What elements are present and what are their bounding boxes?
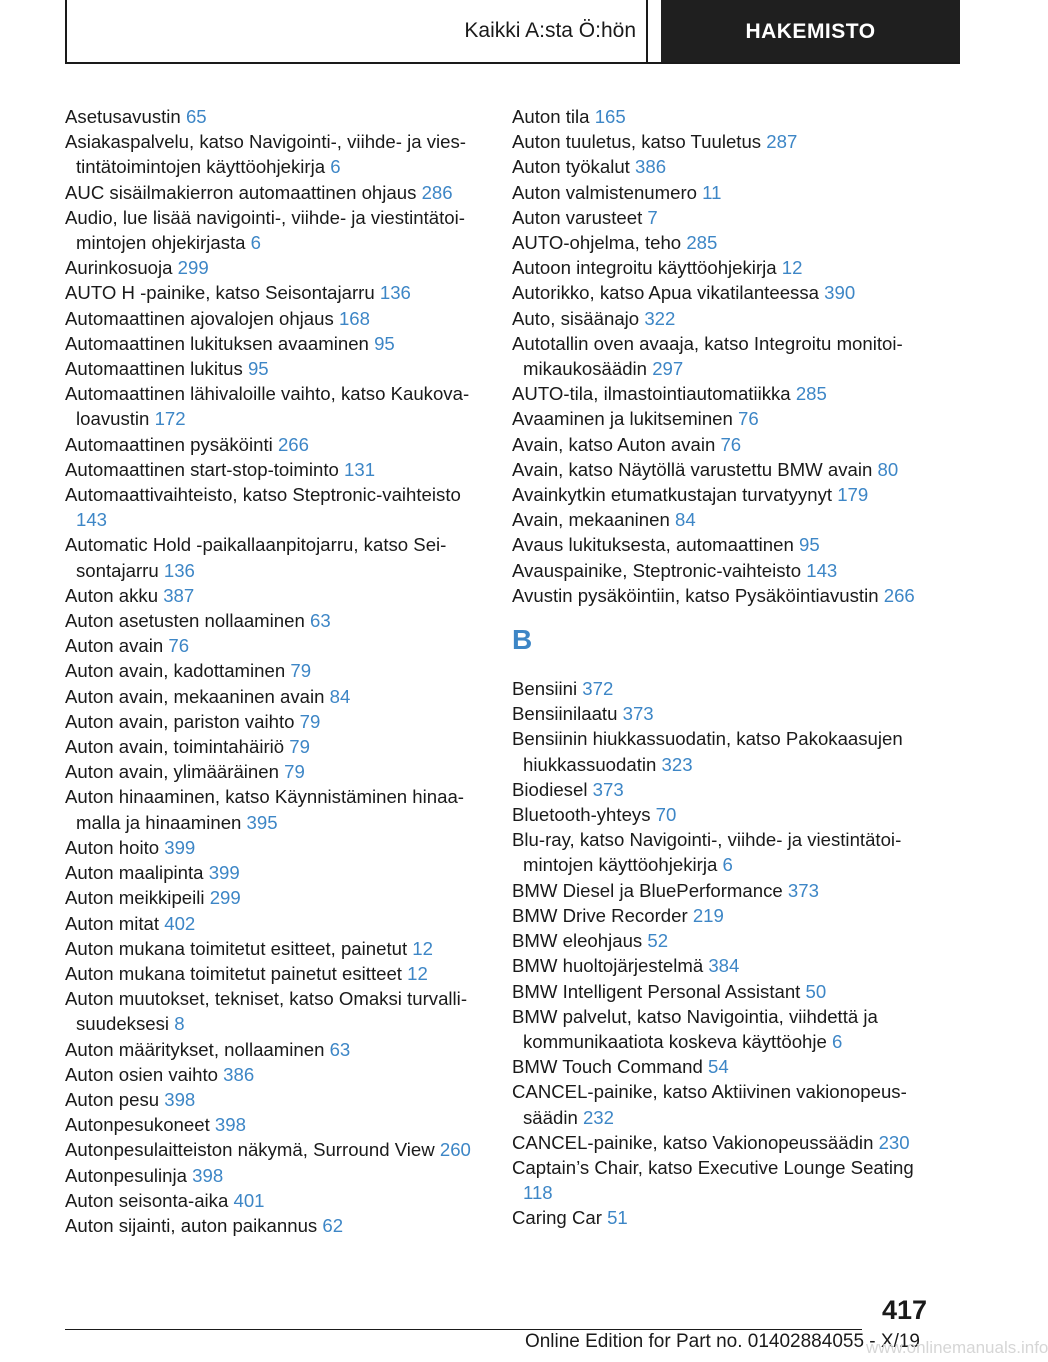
- page-reference-link[interactable]: 76: [720, 433, 742, 455]
- page-reference-link[interactable]: 386: [223, 1063, 255, 1085]
- edition-note: Online Edition for Part no. 01402884055 - X/19: [524, 1331, 920, 1352]
- page-reference-link[interactable]: 297: [652, 358, 684, 380]
- page-reference-link[interactable]: 76: [168, 635, 190, 657]
- page-reference-link[interactable]: 399: [208, 862, 240, 884]
- index-entry-text: Aurinkosuoja: [65, 257, 173, 279]
- index-entry-text: Auton avain, toimintahäiriö: [65, 736, 285, 758]
- page-reference-link[interactable]: 54: [708, 1056, 729, 1078]
- page-reference-link[interactable]: 76: [738, 408, 759, 430]
- watermark: www.onlinemanuals.info: [866, 1338, 1048, 1357]
- index-entry: [65, 911, 485, 936]
- index-column-left: [65, 104, 485, 1238]
- index-entry: [65, 280, 485, 305]
- index-entry: [65, 381, 485, 431]
- index-entry: [512, 104, 942, 129]
- page-reference-link[interactable]: 286: [421, 181, 453, 203]
- index-entry-text: Autonpesukoneet: [65, 1114, 210, 1136]
- index-entry-text: AUC sisäilmakierron automaattinen ohjaus: [65, 181, 417, 203]
- index-entry-text: Automaattinen lukitus: [65, 358, 243, 380]
- page-reference-link[interactable]: 143: [76, 509, 108, 531]
- index-entry-text: Auton osien vaihto: [65, 1063, 218, 1085]
- page-reference-link[interactable]: 84: [674, 509, 696, 531]
- page-reference-link[interactable]: 373: [592, 778, 624, 800]
- index-entry-text: Auton tila: [512, 106, 590, 127]
- index-entry-text: Automaattivaihteisto, katso Steptronic-vaihteisto: [65, 484, 461, 506]
- index-entry-text: Autotallin oven avaaja, katso Integroitu monitoimikaukosäädin: [512, 332, 903, 380]
- page-reference-link[interactable]: 70: [655, 804, 677, 826]
- page-reference-link[interactable]: 398: [192, 1164, 224, 1186]
- index-entry: [512, 255, 942, 280]
- index-entry: [512, 532, 942, 557]
- page-reference-link[interactable]: 84: [329, 685, 351, 707]
- index-entry: [65, 356, 485, 381]
- section-title: HAKEMISTO: [745, 20, 876, 43]
- page-reference-link[interactable]: 395: [246, 811, 278, 833]
- index-entry-text: Biodiesel: [512, 778, 588, 800]
- index-column-right: [512, 104, 942, 1231]
- index-entry-text: Caring Car: [512, 1207, 602, 1229]
- index-entry: [65, 885, 485, 910]
- index-entry-text: Autonpesulaitteiston näkymä, Surround View: [65, 1139, 435, 1161]
- index-entry-text: Automaattinen start-stop-toiminto: [65, 458, 339, 480]
- index-entry: [65, 482, 485, 532]
- index-entry-text: CANCEL-painike, katso Vakionopeussäädin: [512, 1131, 874, 1153]
- index-entry-text: AUTO H -painike, katso Seisontajarru: [65, 282, 375, 304]
- page-reference-link[interactable]: 260: [439, 1139, 471, 1161]
- page-reference-link[interactable]: 95: [799, 534, 820, 556]
- page-reference-link[interactable]: 373: [787, 879, 819, 901]
- index-entry-text: Auton avain: [65, 635, 164, 657]
- index-entry-text: Automatic Hold -paikallaanpitojarru, katso Seisontajarru: [65, 534, 447, 581]
- index-entry: [65, 532, 485, 582]
- index-entry: [65, 1163, 485, 1188]
- index-entry: [512, 558, 942, 583]
- page-reference-link[interactable]: 62: [322, 1214, 344, 1236]
- index-group-b: [512, 676, 942, 1230]
- index-entry: [512, 280, 942, 305]
- page-reference-link[interactable]: 219: [692, 904, 724, 926]
- page-reference-link[interactable]: 266: [277, 433, 309, 455]
- index-entry: [65, 633, 485, 658]
- index-entry: [65, 1037, 485, 1062]
- page-reference-link[interactable]: 65: [185, 106, 207, 127]
- index-entry: [65, 608, 485, 633]
- index-entry-text: Auton mukana toimitetut esitteet, painetut: [65, 937, 408, 959]
- index-entry-text: Automaattinen ajovalojen ohjaus: [65, 307, 334, 329]
- index-entry-text: Auto, sisäänajo: [512, 307, 640, 329]
- index-entry-text: Blu-ray, katso Navigointi-, viihde- ja viestintätoimintojen käyttöohjekirja: [512, 829, 902, 876]
- index-entry-text: Auton sijainti, auton paikannus: [65, 1214, 318, 1236]
- index-entry: [512, 979, 942, 1004]
- page-reference-link[interactable]: 287: [766, 131, 798, 153]
- index-entry-text: Bensiinin hiukkassuodatin, katso Pakokaasujen hiukkassuodatin: [512, 728, 903, 775]
- page-reference-link[interactable]: 143: [806, 559, 838, 581]
- page-reference-link[interactable]: 322: [644, 307, 676, 329]
- page-reference-link[interactable]: 6: [330, 156, 341, 178]
- index-entry: [512, 903, 942, 928]
- page-reference-link[interactable]: 230: [878, 1131, 910, 1153]
- index-entry-text: Auton määritykset, nollaaminen: [65, 1038, 325, 1060]
- index-entry-text: Auton avain, pariston vaihto: [65, 710, 295, 732]
- index-entry: [65, 1087, 485, 1112]
- index-entry-text: Auton asetusten nollaaminen: [65, 610, 305, 632]
- page-reference-link[interactable]: 6: [722, 854, 733, 876]
- index-entry-text: Captain’s Chair, katso Executive Lounge Seating: [512, 1156, 914, 1178]
- index-entry-text: Avustin pysäköintiin, katso Pysäköintiavustin: [512, 584, 879, 606]
- index-entry-text: BMW Touch Command: [512, 1056, 703, 1078]
- page-reference-link[interactable]: 266: [883, 584, 915, 606]
- page-reference-link[interactable]: 373: [622, 703, 654, 725]
- page-reference-link[interactable]: 285: [795, 383, 827, 405]
- index-entry: [65, 986, 485, 1036]
- index-entry: [512, 507, 942, 532]
- page-reference-link[interactable]: 398: [214, 1114, 246, 1136]
- index-entry-text: AUTO-tila, ilmastointiautomatiikka: [512, 383, 791, 405]
- page-reference-link[interactable]: 80: [877, 458, 899, 480]
- index-entry: [65, 860, 485, 885]
- header-tab-index-title: [65, 0, 648, 62]
- index-entry-text: Autonpesulinja: [65, 1164, 187, 1186]
- index-entry: [65, 709, 485, 734]
- index-entry-text: Avainkytkin etumatkustajan turvatyynyt: [512, 484, 833, 506]
- index-entry: [65, 734, 485, 759]
- index-entry: [512, 457, 942, 482]
- page-reference-link[interactable]: 7: [647, 206, 658, 228]
- page-reference-link[interactable]: 63: [310, 610, 331, 632]
- index-entry: [512, 701, 942, 726]
- page-reference-link[interactable]: 299: [177, 257, 209, 279]
- index-entry: [512, 953, 942, 978]
- page-reference-link[interactable]: 399: [164, 836, 196, 858]
- index-entry-text: Auton seisonta-aika: [65, 1189, 229, 1211]
- index-entry-text: Auton avain, mekaaninen avain: [65, 685, 325, 707]
- index-entry-text: BMW palvelut, katso Navigointia, viihdettä ja kommunikaatiota koskeva käyttöohje: [512, 1005, 878, 1052]
- index-entry-text: Auton muutokset, tekniset, katso Omaksi turvallisuudeksesi: [65, 988, 468, 1035]
- index-entry: [65, 457, 485, 482]
- index-entry: [512, 827, 942, 877]
- index-entry: [512, 1079, 942, 1129]
- header-tab-label: Kaikki A:sta Ö:hön: [464, 19, 636, 42]
- page-reference-link[interactable]: 12: [781, 257, 803, 279]
- page-reference-link[interactable]: 6: [832, 1030, 843, 1052]
- index-entry: [512, 1155, 942, 1205]
- index-entry-text: Auton hinaaminen, katso Käynnistäminen hinaamalla ja hinaaminen: [65, 786, 464, 833]
- index-entry-text: Avaaminen ja lukitseminen: [512, 408, 733, 430]
- index-entry-text: Auton valmistenumero: [512, 181, 697, 203]
- page-reference-link[interactable]: 50: [805, 980, 827, 1002]
- index-entry: [65, 784, 485, 834]
- index-entry: [65, 1062, 485, 1087]
- page-reference-link[interactable]: 386: [635, 156, 667, 178]
- index-entry-text: AUTO-ohjelma, teho: [512, 232, 682, 254]
- page-reference-link[interactable]: 118: [523, 1182, 553, 1204]
- index-entry: [512, 180, 942, 205]
- page-reference-link[interactable]: 136: [163, 559, 195, 581]
- index-entry-text: Automaattinen lukituksen avaaminen: [65, 332, 369, 354]
- index-entry: [65, 180, 485, 205]
- index-group-a-continued: [512, 104, 942, 608]
- index-entry-text: Avain, mekaaninen: [512, 509, 670, 531]
- index-entry-text: Asiakaspalvelu, katso Navigointi-, viihde- ja viestintätoimintojen käyttöohjekirja: [65, 131, 466, 178]
- page-reference-link[interactable]: 390: [824, 282, 856, 304]
- index-entry: [512, 432, 942, 457]
- index-entry-text: Asetusavustin: [65, 106, 181, 127]
- index-entry: [65, 205, 485, 255]
- index-entry: [65, 432, 485, 457]
- index-entry: [65, 1188, 485, 1213]
- index-entry: [65, 658, 485, 683]
- index-entry: [512, 306, 942, 331]
- page-reference-link[interactable]: 6: [250, 232, 262, 254]
- page-reference-link[interactable]: 131: [344, 458, 376, 480]
- page-reference-link[interactable]: 323: [661, 753, 693, 775]
- index-entry: [512, 1004, 942, 1054]
- index-entry: [512, 878, 942, 903]
- page-reference-link[interactable]: 8: [174, 1013, 185, 1035]
- index-entry-text: Avaus lukituksesta, automaattinen: [512, 534, 794, 556]
- index-entry-text: Bluetooth-yhteys: [512, 804, 651, 826]
- index-entry-text: Auton avain, ylimääräinen: [65, 761, 279, 783]
- index-entry-text: Auton mitat: [65, 912, 160, 934]
- index-entry: [65, 936, 485, 961]
- index-entry-text: Auton akku: [65, 584, 159, 606]
- index-entry: [65, 1112, 485, 1137]
- index-entry: [512, 1205, 942, 1230]
- page-reference-link[interactable]: 79: [284, 761, 305, 783]
- page-reference-link[interactable]: 398: [164, 1088, 196, 1110]
- index-entry-text: Auton maalipinta: [65, 862, 204, 884]
- page-reference-link[interactable]: 95: [247, 358, 269, 380]
- index-entry-text: Auton meikkipeili: [65, 887, 205, 909]
- page-reference-link[interactable]: 165: [594, 106, 626, 127]
- footer-rule: [65, 1329, 862, 1330]
- index-entry: [65, 255, 485, 280]
- index-entry: [512, 230, 942, 255]
- index-entry: [65, 1137, 485, 1162]
- index-entry-text: Auton tuuletus, katso Tuuletus: [512, 131, 762, 153]
- index-entry-text: Autoon integroitu käyttöohjekirja: [512, 257, 777, 279]
- header-section-tab: [661, 0, 960, 64]
- index-entry: [512, 129, 942, 154]
- page-reference-link[interactable]: 401: [233, 1189, 265, 1211]
- page-reference-link[interactable]: 179: [837, 484, 869, 506]
- page-reference-link[interactable]: 63: [329, 1038, 351, 1060]
- page-reference-link[interactable]: 172: [154, 408, 186, 430]
- index-entry-text: Auton pesu: [65, 1088, 160, 1110]
- page-reference-link[interactable]: 372: [582, 678, 614, 700]
- page-number: 417: [881, 1295, 927, 1325]
- index-entry: [512, 482, 942, 507]
- index-entry: [512, 802, 942, 827]
- index-entry: [65, 759, 485, 784]
- index-entry-text: Automaattinen lähivaloille vaihto, katso Kaukovaloavustin: [65, 383, 470, 430]
- index-entry-text: Avain, katso Näytöllä varustettu BMW avain: [512, 458, 873, 480]
- index-entry: [512, 726, 942, 776]
- index-entry-text: BMW Diesel ja BluePerformance: [512, 879, 783, 901]
- page-reference-link[interactable]: 79: [289, 736, 310, 758]
- page-reference-link[interactable]: 387: [163, 584, 195, 606]
- index-entry-text: BMW huoltojärjestelmä: [512, 955, 704, 977]
- index-entry-text: Avauspainike, Steptronic-vaihteisto: [512, 559, 802, 581]
- index-entry: [512, 583, 942, 608]
- index-entry-text: Bensiini: [512, 678, 578, 700]
- index-entry: [512, 676, 942, 701]
- index-entry: [65, 129, 485, 179]
- index-entry: [65, 104, 485, 129]
- index-entry: [512, 381, 942, 406]
- page-reference-link[interactable]: 79: [299, 710, 321, 732]
- header-rule: [65, 62, 960, 64]
- index-entry-text: Auton mukana toimitetut painetut esitteet: [65, 962, 402, 984]
- index-entry-text: Auton hoito: [65, 836, 160, 858]
- page-reference-link[interactable]: 285: [686, 232, 718, 254]
- index-entry-text: BMW Intelligent Personal Assistant: [512, 980, 801, 1002]
- index-entry: [512, 777, 942, 802]
- index-entry: [512, 154, 942, 179]
- index-entry-text: Avain, katso Auton avain: [512, 433, 716, 455]
- index-entry-text: BMW Drive Recorder: [512, 904, 688, 926]
- index-entry-text: Autorikko, katso Apua vikatilanteessa: [512, 282, 819, 304]
- page-reference-link[interactable]: 136: [379, 282, 411, 304]
- index-entry: [512, 406, 942, 431]
- index-entry-text: Auton avain, kadottaminen: [65, 660, 286, 682]
- page-reference-link[interactable]: 299: [209, 887, 241, 909]
- page-reference-link[interactable]: 51: [607, 1207, 628, 1229]
- page-reference-link[interactable]: 12: [407, 962, 428, 984]
- index-entry: [65, 1213, 485, 1238]
- page-reference-link[interactable]: 52: [647, 930, 669, 952]
- index-entry: [65, 684, 485, 709]
- page-reference-link[interactable]: 12: [412, 937, 433, 959]
- index-entry-text: Automaattinen pysäköinti: [65, 433, 273, 455]
- index-entry: [65, 331, 485, 356]
- index-entry: [512, 331, 942, 381]
- index-entry-text: Bensiinilaatu: [512, 703, 618, 725]
- page-reference-link[interactable]: 168: [338, 307, 370, 329]
- index-entry: [65, 306, 485, 331]
- page-reference-link[interactable]: 402: [164, 912, 196, 934]
- page-reference-link[interactable]: 95: [374, 332, 395, 354]
- index-entry-text: Auton varusteet: [512, 206, 643, 228]
- index-entry: [512, 205, 942, 230]
- index-section-letter: B: [512, 624, 533, 656]
- page-reference-link[interactable]: 11: [702, 181, 722, 203]
- index-entry-text: Auton työkalut: [512, 156, 630, 178]
- index-entry-text: BMW eleohjaus: [512, 930, 643, 952]
- index-entry-text: Audio, lue lisää navigointi-, viihde- ja viestintätoimintojen ohjekirjasta: [65, 206, 465, 254]
- index-entry: [512, 1130, 942, 1155]
- index-entry: [512, 1054, 942, 1079]
- page-reference-link[interactable]: 79: [290, 660, 312, 682]
- index-entry-text: CANCEL-painike, katso Aktiivinen vakionopeussäädin: [512, 1081, 907, 1128]
- index-entry: [512, 928, 942, 953]
- index-entry: [65, 835, 485, 860]
- index-entry: [65, 961, 485, 986]
- index-entry: [65, 583, 485, 608]
- page-reference-link[interactable]: 384: [708, 955, 740, 977]
- page-reference-link[interactable]: 232: [582, 1106, 614, 1128]
